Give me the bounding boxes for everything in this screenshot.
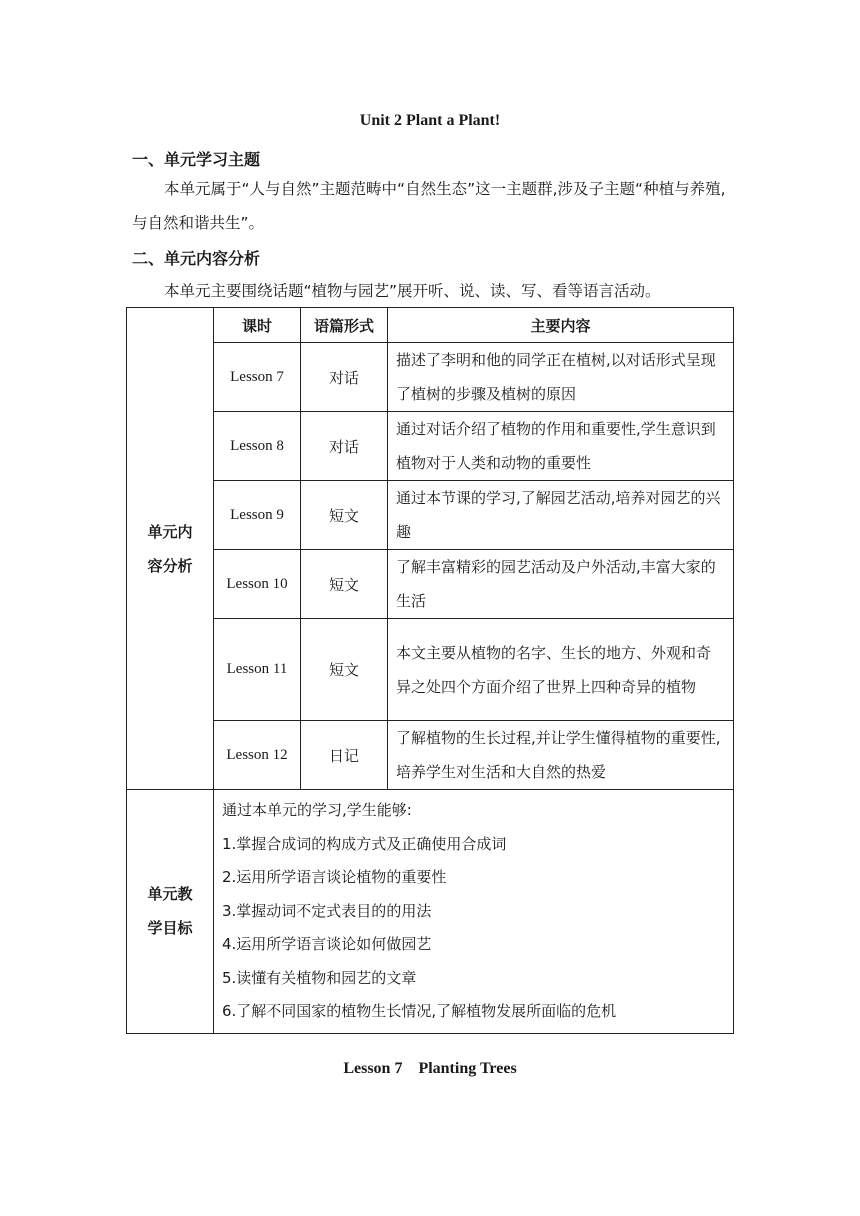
section-heading-theme: 一、单元学习主题 <box>132 150 261 169</box>
lesson-cell: Lesson 11 <box>214 619 301 721</box>
content-cell: 了解丰富精彩的园艺活动及户外活动,丰富大家的生活 <box>388 550 734 619</box>
row-label-goals-line2: 学目标 <box>147 919 193 938</box>
goal-item: 6.了解不同国家的植物生长情况,了解植物发展所面临的危机 <box>222 1002 617 1020</box>
section-text-analysis: 本单元主要围绕话题“植物与园艺”展开听、说、读、写、看等语言活动。 <box>164 282 661 300</box>
table-row <box>127 721 734 790</box>
lesson-title: Lesson 7 Planting Trees <box>343 1060 517 1077</box>
section-heading-analysis: 二、单元内容分析 <box>132 249 261 268</box>
goal-item: 3.掌握动词不定式表目的的用法 <box>222 901 432 920</box>
goal-item: 2.运用所学语言谈论植物的重要性 <box>222 868 447 886</box>
row-label-goals <box>127 790 214 1034</box>
table-header-row <box>127 308 734 343</box>
goals-row <box>127 790 734 1034</box>
goal-item: 1.掌握合成词的构成方式及正确使用合成词 <box>222 834 507 853</box>
type-cell: 短文 <box>301 550 388 619</box>
content-cell: 通过本节课的学习,了解园艺活动,培养对园艺的兴趣 <box>388 481 734 550</box>
lesson-cell: Lesson 12 <box>214 721 301 790</box>
goal-intro: 通过本单元的学习,学生能够: <box>222 801 412 819</box>
table-row <box>127 412 734 481</box>
header-lesson: 课时 <box>214 308 301 343</box>
lesson-cell: Lesson 10 <box>214 550 301 619</box>
header-type: 语篇形式 <box>301 308 388 343</box>
table-row <box>127 343 734 412</box>
content-cell: 描述了李明和他的同学正在植树,以对话形式呈现了植树的步骤及植树的原因 <box>388 343 734 412</box>
row-label-goals-line1: 单元教 <box>147 885 193 904</box>
content-cell: 本文主要从植物的名字、生长的地方、外观和奇异之处四个方面介绍了世界上四种奇异的植物 <box>388 619 734 721</box>
content-cell: 了解植物的生长过程,并让学生懂得植物的重要性,培养学生对生活和大自然的热爱 <box>388 721 734 790</box>
table-row <box>127 481 734 550</box>
table-row <box>127 619 734 721</box>
row-label-analysis-line2: 容分析 <box>147 556 193 575</box>
content-cell: 通过对话介绍了植物的作用和重要性,学生意识到植物对于人类和动物的重要性 <box>388 412 734 481</box>
header-content: 主要内容 <box>388 308 734 343</box>
lesson-cell: Lesson 9 <box>214 481 301 550</box>
goal-item: 5.读懂有关植物和园艺的文章 <box>222 968 417 987</box>
type-cell: 日记 <box>301 721 388 790</box>
lesson-cell: Lesson 7 <box>214 343 301 412</box>
row-label-analysis-line1: 单元内 <box>147 522 193 541</box>
goals-cell <box>214 790 734 1034</box>
unit-analysis-table <box>126 307 734 1034</box>
type-cell: 对话 <box>301 343 388 412</box>
table-row <box>127 550 734 619</box>
type-cell: 短文 <box>301 619 388 721</box>
row-label-analysis <box>127 308 214 790</box>
unit-title: Unit 2 Plant a Plant! <box>359 112 501 129</box>
section-text-theme: 本单元属于“人与自然”主题范畴中“自然生态”这一主题群,涉及子主题“种植与养殖,与自然和谐共生”。 <box>132 180 726 232</box>
type-cell: 短文 <box>301 481 388 550</box>
goal-item: 4.运用所学语言谈论如何做园艺 <box>222 935 432 953</box>
type-cell: 对话 <box>301 412 388 481</box>
lesson-cell: Lesson 8 <box>214 412 301 481</box>
